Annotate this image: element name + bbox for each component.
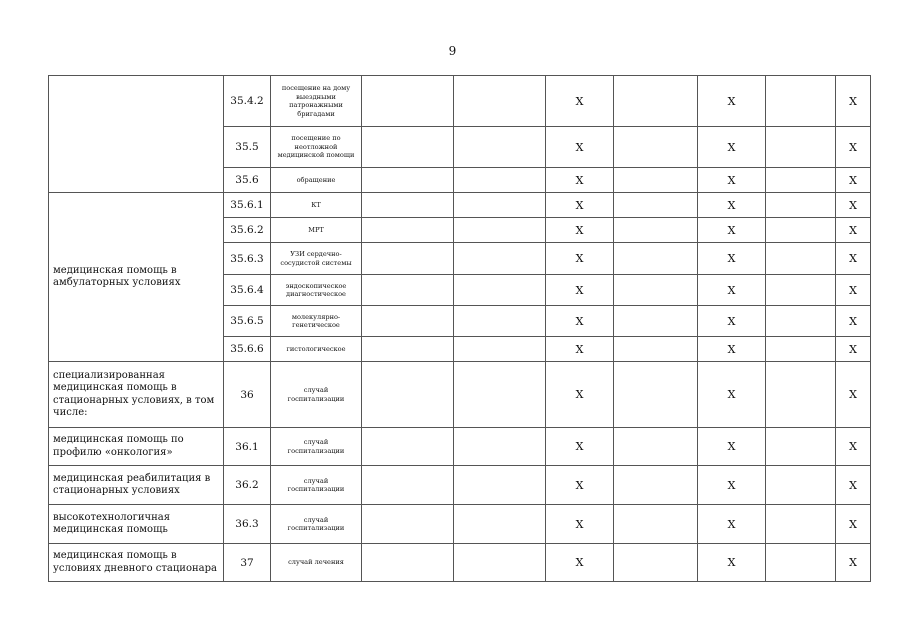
x-mark: X <box>836 544 871 582</box>
row-name: медицинская реабилитация в стационарных условиях <box>49 466 224 505</box>
value-cell <box>454 275 546 306</box>
x-mark: X <box>698 466 766 505</box>
row-unit: посещение на дому выездными патронажными бригадами <box>271 76 362 127</box>
x-mark: X <box>546 544 614 582</box>
value-cell <box>362 362 454 428</box>
value-cell <box>766 275 836 306</box>
value-cell <box>362 306 454 337</box>
x-mark: X <box>546 193 614 218</box>
value-cell <box>454 243 546 275</box>
table-row <box>49 466 871 505</box>
x-mark: X <box>698 243 766 275</box>
value-cell <box>766 218 836 243</box>
value-cell <box>454 218 546 243</box>
row-code: 36.1 <box>224 428 271 466</box>
x-mark: X <box>836 306 871 337</box>
value-cell <box>614 193 698 218</box>
x-mark: X <box>836 428 871 466</box>
value-cell <box>614 127 698 168</box>
row-code: 35.4.2 <box>224 76 271 127</box>
value-cell <box>614 218 698 243</box>
table-row <box>49 193 871 218</box>
x-mark: X <box>546 428 614 466</box>
table-row <box>49 428 871 466</box>
value-cell <box>362 466 454 505</box>
value-cell <box>454 193 546 218</box>
value-cell <box>766 168 836 193</box>
x-mark: X <box>546 243 614 275</box>
row-unit: случай госпитализации <box>271 466 362 505</box>
value-cell <box>362 193 454 218</box>
x-mark: X <box>546 275 614 306</box>
value-cell <box>614 544 698 582</box>
row-unit: случай госпитализации <box>271 362 362 428</box>
row-name: медицинская помощь в условиях дневного стационара <box>49 544 224 582</box>
x-mark: X <box>698 127 766 168</box>
value-cell <box>454 428 546 466</box>
x-mark: X <box>698 275 766 306</box>
x-mark: X <box>546 337 614 362</box>
value-cell <box>362 243 454 275</box>
value-cell <box>454 466 546 505</box>
page-number: 9 <box>448 44 457 58</box>
value-cell <box>766 243 836 275</box>
row-code: 35.6.6 <box>224 337 271 362</box>
x-mark: X <box>546 306 614 337</box>
x-mark: X <box>546 218 614 243</box>
x-mark: X <box>836 505 871 544</box>
value-cell <box>614 337 698 362</box>
value-cell <box>766 306 836 337</box>
value-cell <box>766 428 836 466</box>
x-mark: X <box>698 76 766 127</box>
x-mark: X <box>698 218 766 243</box>
value-cell <box>766 362 836 428</box>
row-code: 35.6.2 <box>224 218 271 243</box>
x-mark: X <box>698 505 766 544</box>
x-mark: X <box>698 337 766 362</box>
table-row <box>49 362 871 428</box>
row-unit: эндоскопическое диагностическое <box>271 275 362 306</box>
x-mark: X <box>546 362 614 428</box>
value-cell <box>454 337 546 362</box>
value-cell <box>454 76 546 127</box>
row-unit: УЗИ сердечно-сосудистой системы <box>271 243 362 275</box>
row-code: 35.5 <box>224 127 271 168</box>
x-mark: X <box>698 544 766 582</box>
value-cell <box>614 362 698 428</box>
table-row <box>49 544 871 582</box>
table-row <box>49 76 871 127</box>
value-cell <box>614 243 698 275</box>
value-cell <box>614 505 698 544</box>
row-unit: обращение <box>271 168 362 193</box>
row-unit: случай лечения <box>271 544 362 582</box>
value-cell <box>454 544 546 582</box>
row-code: 35.6.3 <box>224 243 271 275</box>
value-cell <box>362 127 454 168</box>
value-cell <box>362 337 454 362</box>
row-unit: случай госпитализации <box>271 428 362 466</box>
x-mark: X <box>546 168 614 193</box>
value-cell <box>454 168 546 193</box>
x-mark: X <box>546 127 614 168</box>
x-mark: X <box>698 306 766 337</box>
row-name: медицинская помощь в амбулаторных условиях <box>49 193 224 362</box>
row-name-cell <box>49 76 224 193</box>
row-code: 36.3 <box>224 505 271 544</box>
x-mark: X <box>836 362 871 428</box>
row-name: высокотехнологичная медицинская помощь <box>49 505 224 544</box>
value-cell <box>362 218 454 243</box>
value-cell <box>454 505 546 544</box>
row-code: 35.6 <box>224 168 271 193</box>
x-mark: X <box>836 466 871 505</box>
x-mark: X <box>698 362 766 428</box>
value-cell <box>766 544 836 582</box>
x-mark: X <box>836 168 871 193</box>
value-cell <box>614 306 698 337</box>
x-mark: X <box>698 193 766 218</box>
value-cell <box>766 76 836 127</box>
value-cell <box>766 127 836 168</box>
value-cell <box>766 193 836 218</box>
row-unit: КТ <box>271 193 362 218</box>
value-cell <box>614 428 698 466</box>
value-cell <box>362 505 454 544</box>
value-cell <box>766 505 836 544</box>
value-cell <box>766 466 836 505</box>
value-cell <box>454 127 546 168</box>
value-cell <box>614 275 698 306</box>
value-cell <box>362 168 454 193</box>
value-cell <box>454 362 546 428</box>
row-unit: случай госпитализации <box>271 505 362 544</box>
row-name: специализированная медицинская помощь в стационарных условиях, в том числе: <box>49 362 224 428</box>
x-mark: X <box>836 337 871 362</box>
row-unit: посещение по неотложной медицинской помощи <box>271 127 362 168</box>
row-code: 35.6.5 <box>224 306 271 337</box>
value-cell <box>614 168 698 193</box>
x-mark: X <box>836 218 871 243</box>
row-unit: гистологическое <box>271 337 362 362</box>
row-code: 35.6.4 <box>224 275 271 306</box>
row-code: 37 <box>224 544 271 582</box>
value-cell <box>362 275 454 306</box>
value-cell <box>362 76 454 127</box>
services-table <box>48 75 871 582</box>
row-unit: МРТ <box>271 218 362 243</box>
row-code: 35.6.1 <box>224 193 271 218</box>
row-name: медицинская помощь по профилю «онкология» <box>49 428 224 466</box>
x-mark: X <box>698 168 766 193</box>
value-cell <box>614 76 698 127</box>
x-mark: X <box>698 428 766 466</box>
table-row <box>49 505 871 544</box>
x-mark: X <box>836 275 871 306</box>
value-cell <box>766 337 836 362</box>
value-cell <box>454 306 546 337</box>
x-mark: X <box>546 505 614 544</box>
row-code: 36 <box>224 362 271 428</box>
value-cell <box>362 428 454 466</box>
x-mark: X <box>546 466 614 505</box>
x-mark: X <box>836 127 871 168</box>
row-unit: молекулярно-генетическое <box>271 306 362 337</box>
value-cell <box>362 544 454 582</box>
value-cell <box>614 466 698 505</box>
x-mark: X <box>836 76 871 127</box>
row-code: 36.2 <box>224 466 271 505</box>
x-mark: X <box>836 243 871 275</box>
x-mark: X <box>546 76 614 127</box>
x-mark: X <box>836 193 871 218</box>
